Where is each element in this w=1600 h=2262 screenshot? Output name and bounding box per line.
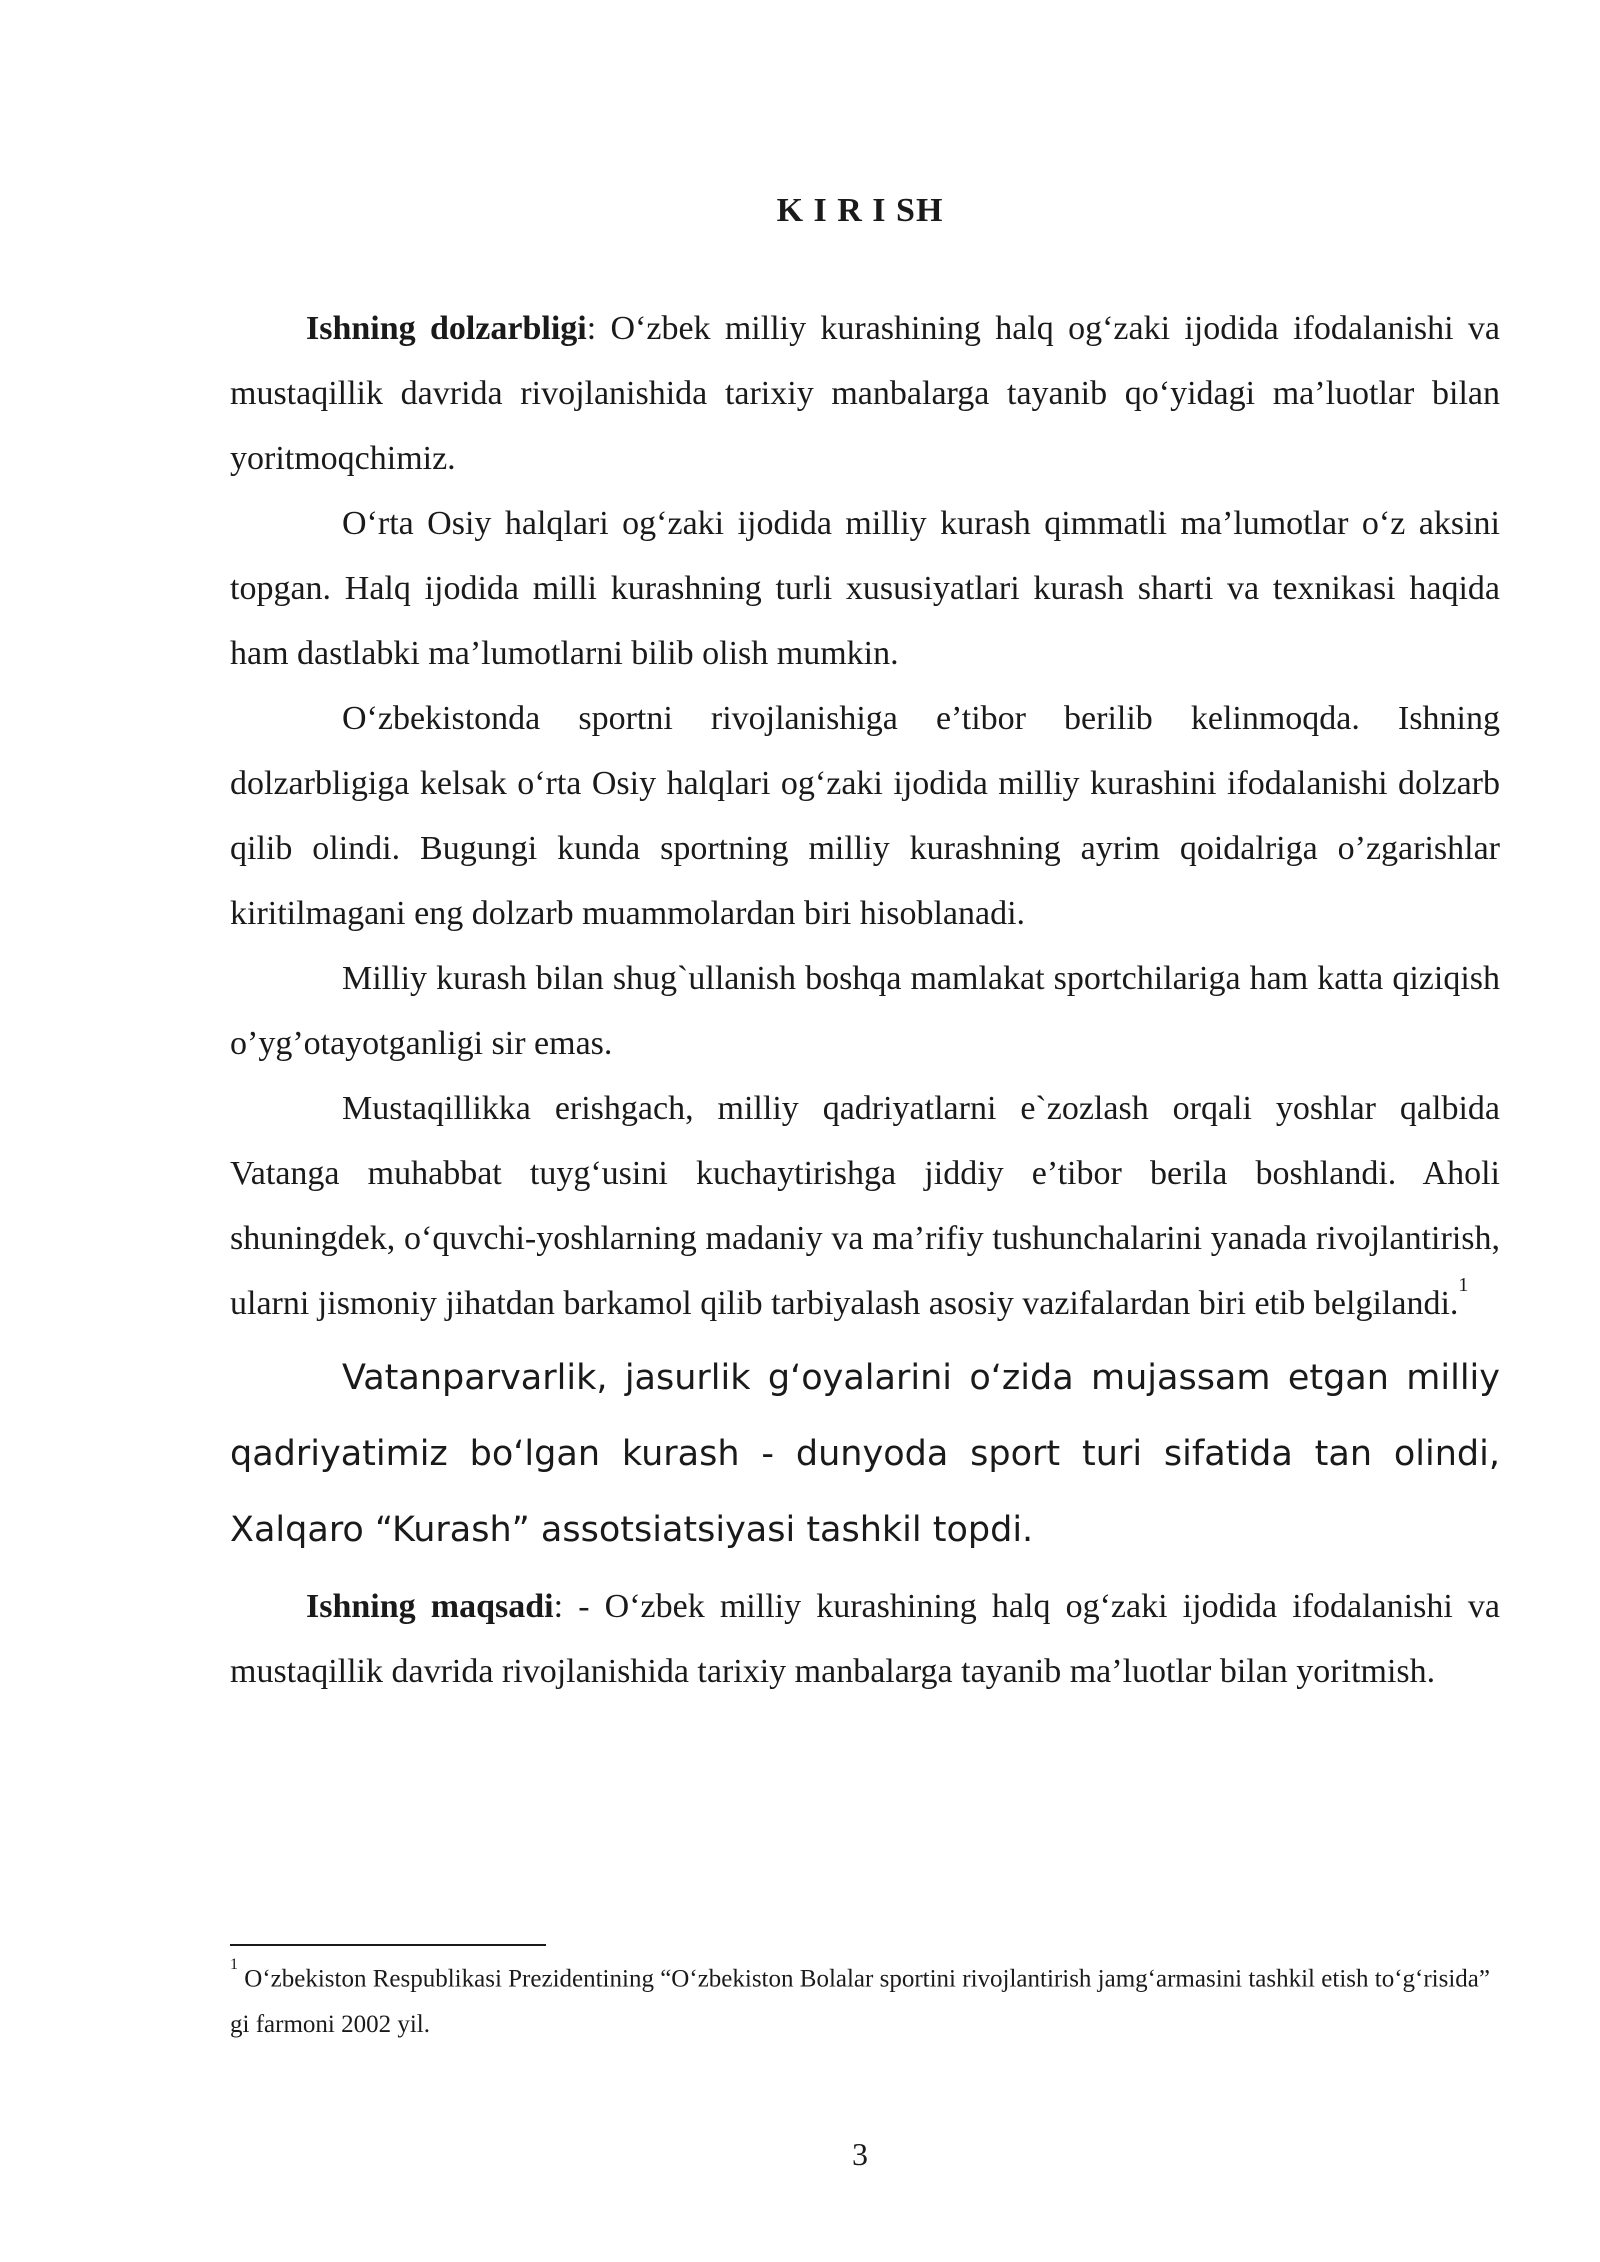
paragraph-independence bbox=[230, 1076, 1500, 1336]
goal-text: : - O‘zbek milliy kurashining halq og‘zaki ijodida ifodalanishi va mustaqillik davrida rivojlanishida tarixiy manbalarga tayanib ma’luotlar bilan yoritmish. bbox=[230, 1588, 1500, 1690]
footnote-mark: 1 bbox=[230, 1956, 238, 1973]
relevance-label: Ishning dolzarbligi bbox=[306, 310, 587, 347]
page-number: 3 bbox=[852, 2136, 868, 2172]
independence-text: Mustaqillikka erishgach, milliy qadriyatlarni e`zozlash orqali yoshlar qalbida Vatanga muhabbat tuyg‘usini kuchaytirishga jiddiy e’tibor berila boshlandi. Aholi shuningdek, o‘quvchi-yoshlarning madaniy va ma’rifiy tushunchalarini yanada rivojlantirish, ularni jismoniy jihatdan barkamol qilib tarbiyalash asosiy vazifalardan biri etib belgilandi. bbox=[230, 1090, 1500, 1322]
paragraph-kurash-recognition: Vatanparvarlik, jasurlik g‘oyalarini o‘zida mujassam etgan milliy qadriyatimiz bo‘lgan kurash - dunyoda sport turi sifatida tan olindi, Xalqaro “Kurash” assotsiatsiyasi tashkil topdi. bbox=[230, 1358, 1500, 1550]
footnote-reference[interactable]: 1 bbox=[1458, 1274, 1469, 1296]
body-text bbox=[230, 296, 1500, 1704]
section-title: K I R I SH bbox=[776, 192, 944, 229]
paragraph-relevance bbox=[230, 296, 1500, 491]
footnote-separator bbox=[230, 1944, 546, 1946]
relevance-text: : O‘zbek milliy kurashining halq og‘zaki ijodida ifodalanishi va mustaqillik davrida rivojlanishida tarixiy manbalarga tayanib qo‘yidagi ma’luotlar bilan yoritmoqchimiz. bbox=[230, 310, 1500, 477]
goal-label: Ishning maqsadi bbox=[306, 1588, 554, 1625]
paragraph-central-asia: O‘rta Osiy halqlari og‘zaki ijodida milliy kurash qimmatli ma’lumotlar o‘z aksini topgan. Halq ijodida milli kurashning turli xususiyatlari kurash sharti va texnikasi haqida ham dastlabki ma’lumotlarni bilib olish mumkin. bbox=[230, 505, 1500, 672]
paragraph-goal bbox=[230, 1574, 1500, 1704]
paragraph-interest: Milliy kurash bilan shug`ullanish boshqa mamlakat sportchilariga ham katta qiziqish o’yg’otayotganligi sir emas. bbox=[230, 960, 1500, 1062]
paragraph-uzbekistan-sport: O‘zbekistonda sportni rivojlanishiga e’tibor berilib kelinmoqda. Ishning dolzarbligiga kelsak o‘rta Osiy halqlari og‘zaki ijodida milliy kurashini ifodalanishi dolzarb qilib olindi. Bugungi kunda sportning milliy kurashning ayrim qoidalriga o’zgarishlar kiritilmagani eng dolzarb muammolardan biri hisoblanadi. bbox=[230, 700, 1500, 932]
footnote bbox=[230, 1950, 1490, 2048]
footnote-text: O‘zbekiston Respublikasi Prezidentining “O‘zbekiston Bolalar sportini rivojlantirish jamg‘armasini tashkil etish to‘g‘risida” gi farmoni 2002 yil. bbox=[230, 1965, 1490, 2039]
